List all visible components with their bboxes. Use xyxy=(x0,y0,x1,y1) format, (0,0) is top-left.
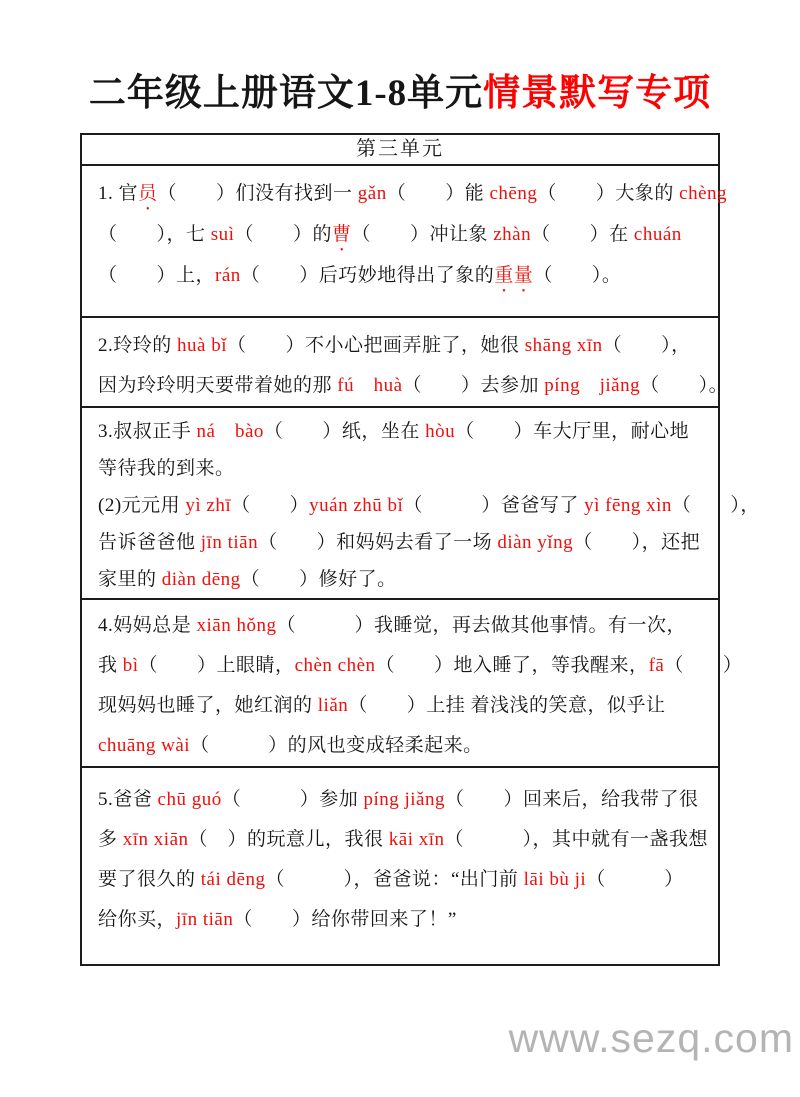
text-line xyxy=(98,561,702,598)
text-segment: （ ）。 xyxy=(640,375,729,396)
pinyin-segment: chuán xyxy=(633,224,682,245)
pinyin-segment: diàn dēng xyxy=(161,569,241,590)
pinyin-segment: gǎn xyxy=(357,183,387,204)
emphasized-term: 重量 xyxy=(494,265,534,286)
text-segment: （ ）后巧妙地得出了象的 xyxy=(240,265,495,286)
text-segment: （ ），还把 xyxy=(573,532,701,553)
pinyin-segment: xīn xiān xyxy=(122,829,189,850)
text-segment: 要了很久的 xyxy=(98,869,201,890)
text-line xyxy=(98,256,702,297)
text-segment: （ ） xyxy=(231,495,310,516)
emphasized-term: 曹 xyxy=(331,224,352,245)
pinyin-segment: yì zhī xyxy=(185,495,232,516)
text-segment: （ ）回来后，给我带了很 xyxy=(445,789,699,810)
pinyin-segment: fā xyxy=(648,655,665,676)
text-line xyxy=(98,524,702,561)
worksheet-row xyxy=(82,164,728,316)
pinyin-segment: shāng xīn xyxy=(524,335,603,356)
worksheet-row xyxy=(82,316,729,406)
text-segment: （ ）在 xyxy=(531,224,634,245)
text-segment: （ ）们没有找到一 xyxy=(157,183,358,204)
text-segment: 1. 官 xyxy=(98,183,139,204)
text-segment: 多 xyxy=(98,829,123,850)
text-segment: (2)元元用 xyxy=(98,495,186,516)
text-line xyxy=(98,726,702,766)
text-segment: （ ）车大厅里，耐心地 xyxy=(455,421,690,442)
pinyin-segment: kāi xīn xyxy=(388,829,445,850)
pinyin-segment: liǎn xyxy=(317,695,349,716)
pinyin-segment: chèng xyxy=(679,183,728,204)
text-segment: （ ）参加 xyxy=(221,789,364,810)
text-line xyxy=(98,450,702,487)
table-header-unit: 第三单元 xyxy=(356,138,444,160)
text-segment: （ ）爸爸写了 xyxy=(403,495,585,516)
text-line xyxy=(98,215,702,256)
text-line xyxy=(98,900,702,940)
worksheet-row xyxy=(82,406,760,598)
text-segment: （ ）， xyxy=(602,335,691,356)
worksheet-table xyxy=(80,133,760,966)
worksheet-row xyxy=(82,598,743,766)
text-segment: （ ），其中就有一盏我想 xyxy=(444,829,709,850)
pinyin-segment: yuán zhū bǐ xyxy=(309,495,404,516)
text-segment: （ ）地入睡了，等我醒来， xyxy=(375,655,649,676)
text-segment: （ ） xyxy=(586,869,684,890)
pinyin-segment: tái dēng xyxy=(200,869,266,890)
page-title-red: 情景默写专项 xyxy=(483,73,712,114)
text-segment: 4.妈妈总是 xyxy=(98,615,197,636)
pinyin-segment: lāi bù ji xyxy=(523,869,587,890)
text-segment: （ ）给你带回来了！” xyxy=(233,909,457,930)
pinyin-segment: fú huà xyxy=(337,375,403,396)
pinyin-segment: píng jiǎng xyxy=(544,375,641,396)
text-segment: 等待我的到来。 xyxy=(98,458,235,479)
pinyin-segment: yì fēng xìn xyxy=(584,495,672,516)
pinyin-segment: chuāng wài xyxy=(98,735,191,756)
text-segment: （ ）我睡觉，再去做其他事情。有一次， xyxy=(276,615,686,636)
text-segment: （ ），七 xyxy=(98,224,211,245)
pinyin-segment: suì xyxy=(210,224,235,245)
text-segment: 2.玲玲的 xyxy=(98,335,178,356)
text-line xyxy=(98,487,760,524)
text-segment: （ ），爸爸说：“出门前 xyxy=(265,869,524,890)
text-segment: （ ）的风也变成轻柔起来。 xyxy=(190,735,483,756)
pinyin-segment: ná bào xyxy=(196,421,264,442)
text-segment: 我 xyxy=(98,655,123,676)
text-line xyxy=(98,686,702,726)
emphasized-term: 员 xyxy=(138,183,158,204)
text-segment: 告诉爸爸他 xyxy=(98,532,201,553)
text-segment: （ ）纸，坐在 xyxy=(263,421,426,442)
text-line xyxy=(98,174,728,215)
text-segment: 3.叔叔正手 xyxy=(98,421,197,442)
pinyin-segment: jīn tiān xyxy=(176,909,234,930)
text-segment: （ ）不小心把画弄脏了，她很 xyxy=(226,335,525,356)
text-segment: 因为玲玲明天要带着她的那 xyxy=(98,375,338,396)
text-line xyxy=(98,606,702,646)
text-segment: （ ）去参加 xyxy=(402,375,545,396)
text-line xyxy=(98,413,702,450)
worksheet-row xyxy=(82,766,718,964)
text-segment: 现妈妈也睡了，她红润的 xyxy=(98,695,318,716)
text-segment: （ ）修好了。 xyxy=(240,569,397,590)
pinyin-segment: píng jiǎng xyxy=(363,789,445,810)
text-segment: （ ）大象的 xyxy=(537,183,680,204)
text-segment: （ ）， xyxy=(671,495,760,516)
text-line xyxy=(98,366,729,406)
text-line xyxy=(98,820,709,860)
text-line xyxy=(98,780,702,820)
pinyin-segment: chēng xyxy=(489,183,538,204)
text-segment: 5.爸爸 xyxy=(98,789,158,810)
text-segment: （ ）和妈妈去看了一场 xyxy=(258,532,498,553)
text-segment: （ ）上， xyxy=(98,265,216,286)
pinyin-segment: huà bǐ xyxy=(177,335,227,356)
text-segment: 给你买， xyxy=(98,909,177,930)
text-line xyxy=(98,860,702,900)
text-segment: （ ）能 xyxy=(386,183,490,204)
pinyin-segment: rán xyxy=(215,265,241,286)
pinyin-segment: hòu xyxy=(425,421,456,442)
text-segment: （ ）。 xyxy=(533,265,622,286)
text-segment: 家里的 xyxy=(98,569,162,590)
text-segment: （ ） xyxy=(664,655,743,676)
text-segment: （ ）上眼睛， xyxy=(138,655,295,676)
text-segment: （ ）的 xyxy=(234,224,332,245)
page-title-black: 二年级上册语文1-8单元 xyxy=(88,73,484,114)
worksheet-body xyxy=(82,164,760,964)
pinyin-segment: chèn chèn xyxy=(294,655,376,676)
text-segment: （ ）上挂 着浅浅的笑意，似乎让 xyxy=(348,695,666,716)
pinyin-segment: bì xyxy=(122,655,139,676)
pinyin-segment: zhàn xyxy=(493,224,532,245)
pinyin-segment: jīn tiān xyxy=(200,532,259,553)
pinyin-segment: chū guó xyxy=(157,789,222,810)
text-line xyxy=(98,326,702,366)
pinyin-segment: diàn yǐng xyxy=(497,532,574,553)
watermark: www.sezq.com xyxy=(508,1015,794,1061)
pinyin-segment: xiān hǒng xyxy=(196,615,277,636)
page-title xyxy=(0,62,800,116)
text-segment: （ ）冲让象 xyxy=(351,224,494,245)
text-segment: （ ）的玩意儿，我很 xyxy=(188,829,389,850)
text-line xyxy=(98,646,743,686)
